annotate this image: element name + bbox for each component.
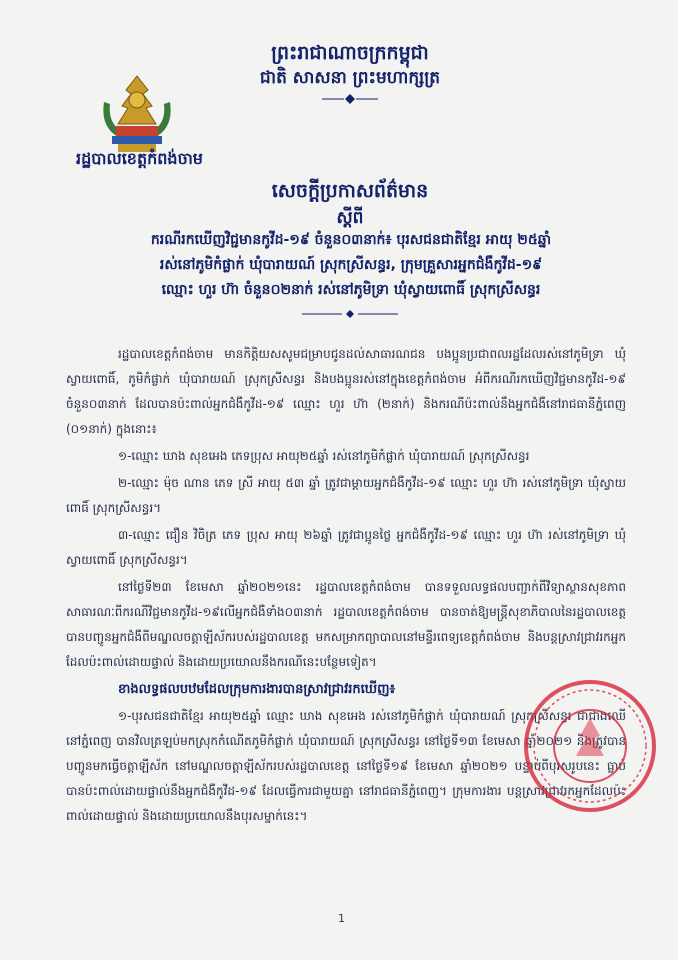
announcement-title xyxy=(100,176,600,230)
page-number: 1 xyxy=(338,912,345,925)
kingdom-header xyxy=(200,40,500,90)
announcement-heading: សេចក្តីប្រកាសព័ត៌មាន xyxy=(271,180,429,202)
detail-paragraph: នៅថ្ងៃទី២៣ ខែមេសា ឆ្នាំ២០២១នេះ រដ្ឋបាលខេត្តកំពង់ចាម បានទទួលលទ្ធផលបញ្ជាក់ពីវិទ្យាស្ថានសុខភាពសាធារណៈពីករណីវិជ្ជមានកូវីដ-១៩លើអ្នកជំងឺទាំង០៣នាក់ រដ្ឋបាលខេត្តកំពង់ចាម បានចាត់ឱ្យមន្ត្រីសុខាភិបាលនៃរដ្ឋបាលខេត្ត បានបញ្ជូនអ្នកជំងឺពីមណ្ឌលចត្តាឡីស័ករបស់រដ្ឋបាលខេត្ត មកសម្រាកព្យាបាលនៅមន្ទីរពេទ្យខេត្តកំពង់ចាម និងបន្តស្រាវជ្រាវរកអ្នកដែលប៉ះពាល់ដោយផ្ទាល់ និងដោយប្រយោលនឹងករណីនេះបន្ថែមទៀត។ xyxy=(66,580,626,669)
kingdom-name: ព្រះរាជាណាចក្រកម្ពុជា xyxy=(271,42,429,64)
official-seal-icon xyxy=(520,676,660,816)
case-item-3: ៣-ឈ្មោះ ជឿន វិចិត្រ ភេទ ប្រុស អាយុ ២៦ឆ្នាំ ត្រូវជាប្អូនថ្លៃ អ្នកជំងឺកូវីដ-១៩ ឈ្មោះ ហួរ ហ៊ា រស់នៅភូមិទ្រា ឃុំស្វាយពោធិ៍ ស្រុកស្រីសន្ធរ។ xyxy=(66,528,626,567)
national-motto: ជាតិ សាសនា ព្រះមហាក្សត្រ xyxy=(259,68,441,88)
provincial-emblem-icon xyxy=(96,72,178,156)
case-item-2: ២-ឈ្មោះ ម៉ុច ណាន ភេទ ស្រី អាយុ ៥៣ ឆ្នាំ ត្រូវជាម្តាយអ្នកជំងឺកូវីដ-១៩ ឈ្មោះ ហួរ ហ៊ា រស់នៅភូមិទ្រា ឃុំស្វាយពោធិ៍ ស្រុកស្រីសន្ធរ។ xyxy=(66,476,626,515)
ornament-divider-icon xyxy=(320,94,380,104)
administration-name: រដ្ឋបាលខេត្តកំពង់ចាម xyxy=(76,149,203,168)
findings-heading: ខាងលទ្ធផលបឋមដែលក្រុមការងារបានស្រាវជ្រាវរកឃើញ៖ xyxy=(118,682,396,697)
subject-line-3: ឈ្មោះ ហួរ ហ៊ា ចំនួន០២នាក់ រស់នៅភូមិទ្រា ឃុំស្វាយពោធិ៍ ស្រុកស្រីសន្ធរ xyxy=(161,282,541,298)
announcement-subject xyxy=(96,228,606,303)
subject-line-2: រស់នៅភូមិកំផ្លាក់ ឃុំបារាយណ៍ ស្រុកស្រីសន្ធរ, ក្រុមគ្រួសារអ្នកជំងឺកូវីដ-១៩ xyxy=(159,257,543,273)
finding-item-1: ១-បុរសជនជាតិខ្មែរ អាយុ២៥ឆ្នាំ ឈ្មោះ ឃាង សុខអេង រស់នៅភូមិកំផ្លាក់ ឃុំបារាយណ៍ ស្រុកស្រីសន្ធរ ជាជាងឈើនៅភ្នំពេញ បានវិលត្រឡប់មកស្រុកកំណើតភូមិកំផ្លាក់ ឃុំបារាយណ៍ ស្រុកស្រីសន្ធរ នៅថ្ងៃទី១៣ ខែមេសា ឆ្នាំ២០២១ និងត្រូវបានបញ្ជូនមកធ្វើចត្តាឡីស័ក នៅមណ្ឌលចត្តាឡីស័ករបស់រដ្ឋបាលខេត្ត នៅថ្ងៃទី១៩ ខែមេសា ឆ្នាំ២០២១ បន្ទាប់ពីបុរសរូបនេះ ធ្លាប់បានប៉ះពាល់ដោយផ្ទាល់នឹងអ្នកជំងឺកូវីដ-១៩ ដែលធ្វើការជាមួយគ្នា នៅរាជធានីភ្នំពេញ។ ក្រុមការងារ បន្តស្រាវជ្រាវរកអ្នកដែលប៉ះពាល់ដោយផ្ទាល់ និងដោយប្រយោលនឹងបុរសម្នាក់នេះ។ xyxy=(66,709,626,823)
case-item-1: ១-ឈ្មោះ ឃាង សុខអេង ភេទប្រុស អាយុ២៥ឆ្នាំ រស់នៅភូមិកំផ្លាក់ ឃុំបារាយណ៍ ស្រុកស្រីសន្ធរ xyxy=(118,449,530,463)
ornament-divider-icon xyxy=(300,310,400,318)
subject-line-1: ករណីរកឃើញវិជ្ជមានកូវីដ-១៩ ចំនួន០៣នាក់៖ បុរសជនជាតិខ្មែរ អាយុ ២៥ឆ្នាំ xyxy=(150,232,552,248)
announcement-subheading: ស្តីពី xyxy=(336,208,364,228)
intro-paragraph: រដ្ឋបាលខេត្តកំពង់ចាម មានកិត្តិយសសូមជម្រាបជូនដល់សាធារណជន បងប្អូនប្រជាពលរដ្ឋដែលរស់នៅភូមិទ្រា ឃុំស្វាយពោធិ៍, ភូមិកំផ្លាក់ ឃុំបារាយណ៍ ស្រុកស្រីសន្ធរ និងបងប្អូនរស់នៅក្នុងខេត្តកំពង់ចាម អំពីករណីរកឃើញវិជ្ជមានកូវីដ-១៩ ចំនួន០៣នាក់ ដែលបានប៉ះពាល់អ្នកជំងឺកូវីដ-១៩ ឈ្មោះ ហួរ ហ៊ា (២នាក់) និងករណីប៉ះពាល់នឹងអ្នកជំងឺនៅរាជធានីភ្នំពេញ (០១នាក់) ក្នុងនោះ៖ xyxy=(66,347,626,436)
